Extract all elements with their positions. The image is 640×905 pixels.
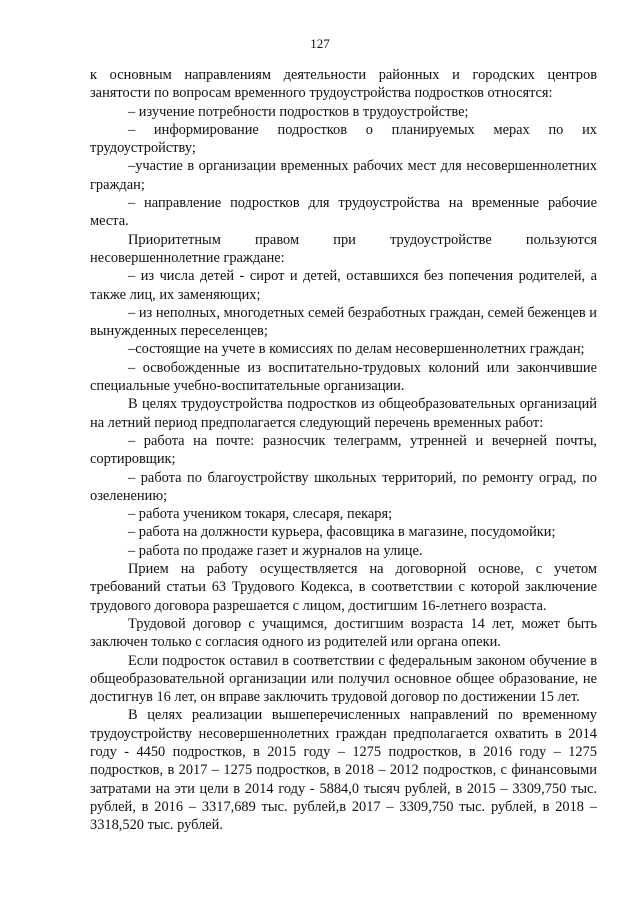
list-item: – работа на должности курьера, фасовщика в магазине, посудомойки; <box>128 524 556 541</box>
paragraph-funding: В целях реализации вышеперечисленных направлений по временному трудоустройству несовершеннолетних граждан предполагается охватить в 2014 году - 4450 подростков, в 2015 году – 1275 подростков, в 2016 году – 1275 подростков, в 2017 – 1275 подростков, в 2018 – 2012 подростков, с финансовыми затратами на эти цели в 2014 году - 5884,0 тысяч рублей, в 2015 – 3309,750 тыс. рублей, в 2016 – 3317,689 тыс. рублей,в 2017 – 3309,750 тыс. рублей, в 2018 – 3318,520 тыс. рублей. <box>90 707 597 834</box>
list-item: – работа на почте: разносчик телеграмм, утренней и вечерней почты, сортировщик; <box>90 432 597 468</box>
paragraph-contract: Трудовой договор с учащимся, достигшим возраста 14 лет, может быть заключен только с согласия одного из родителей или органа опеки. <box>90 615 597 651</box>
list-item: –состоящие на учете в комиссиях по делам несовершеннолетних граждан; <box>128 341 585 358</box>
list-item: – работа по благоустройству школьных территорий, по ремонту оград, по озеленению; <box>90 469 597 504</box>
paragraph-hiring: Прием на работу осуществляется на договорной основе, с учетом требований статьи 63 Трудового Кодекса, в соответствии с которой заключение трудового договора разрешается с лицом, достигшим 16-летнего возраста. <box>90 561 597 614</box>
list-item: –участие в организации временных рабочих мест для несовершеннолетних граждан; <box>90 158 597 193</box>
page-number: 127 <box>310 36 330 51</box>
list-item: – направление подростков для трудоустройства на временные рабочие места. <box>90 195 597 230</box>
list-item: – из числа детей - сирот и детей, оставшихся без попечения родителей, а также лиц, их заменяющих; <box>90 268 597 303</box>
list-item: – освобожденные из воспитательно-трудовых колоний или закончившие специальные учебно-воспитательные организации. <box>90 359 597 395</box>
list-item: – работа по продаже газет и журналов на улице. <box>128 542 423 559</box>
paragraph-intro: к основным направлениям деятельности районных и городских центров занятости по вопросам временного трудоустройства подростков относятся: <box>90 67 597 102</box>
list-item: – работа учеником токаря, слесаря, пекаря; <box>128 506 393 523</box>
paragraph-early-leavers: Если подросток оставил в соответствии с федеральным законом обучение в общеобразовательной организации или получил основное общее образование, не достигнув 16 лет, он вправе заключить трудовой договор по достижении 15 лет. <box>90 652 597 706</box>
list-item: – из неполных, многодетных семей безработных граждан, семей беженцев и вынужденных переселенцев; <box>90 304 597 340</box>
paragraph-work-list: В целях трудоустройства подростков из общеобразовательных организаций на летний период предполагается следующий перечень временных работ: <box>90 396 597 431</box>
list-item: – информирование подростков о планируемых мерах по их трудоустройству; <box>90 121 597 157</box>
document-body <box>90 66 597 834</box>
paragraph-priority: Приоритетным правом при трудоустройстве пользуются несовершеннолетние граждане: <box>90 231 597 266</box>
list-item: – изучение потребности подростков в трудоустройстве; <box>128 103 469 120</box>
